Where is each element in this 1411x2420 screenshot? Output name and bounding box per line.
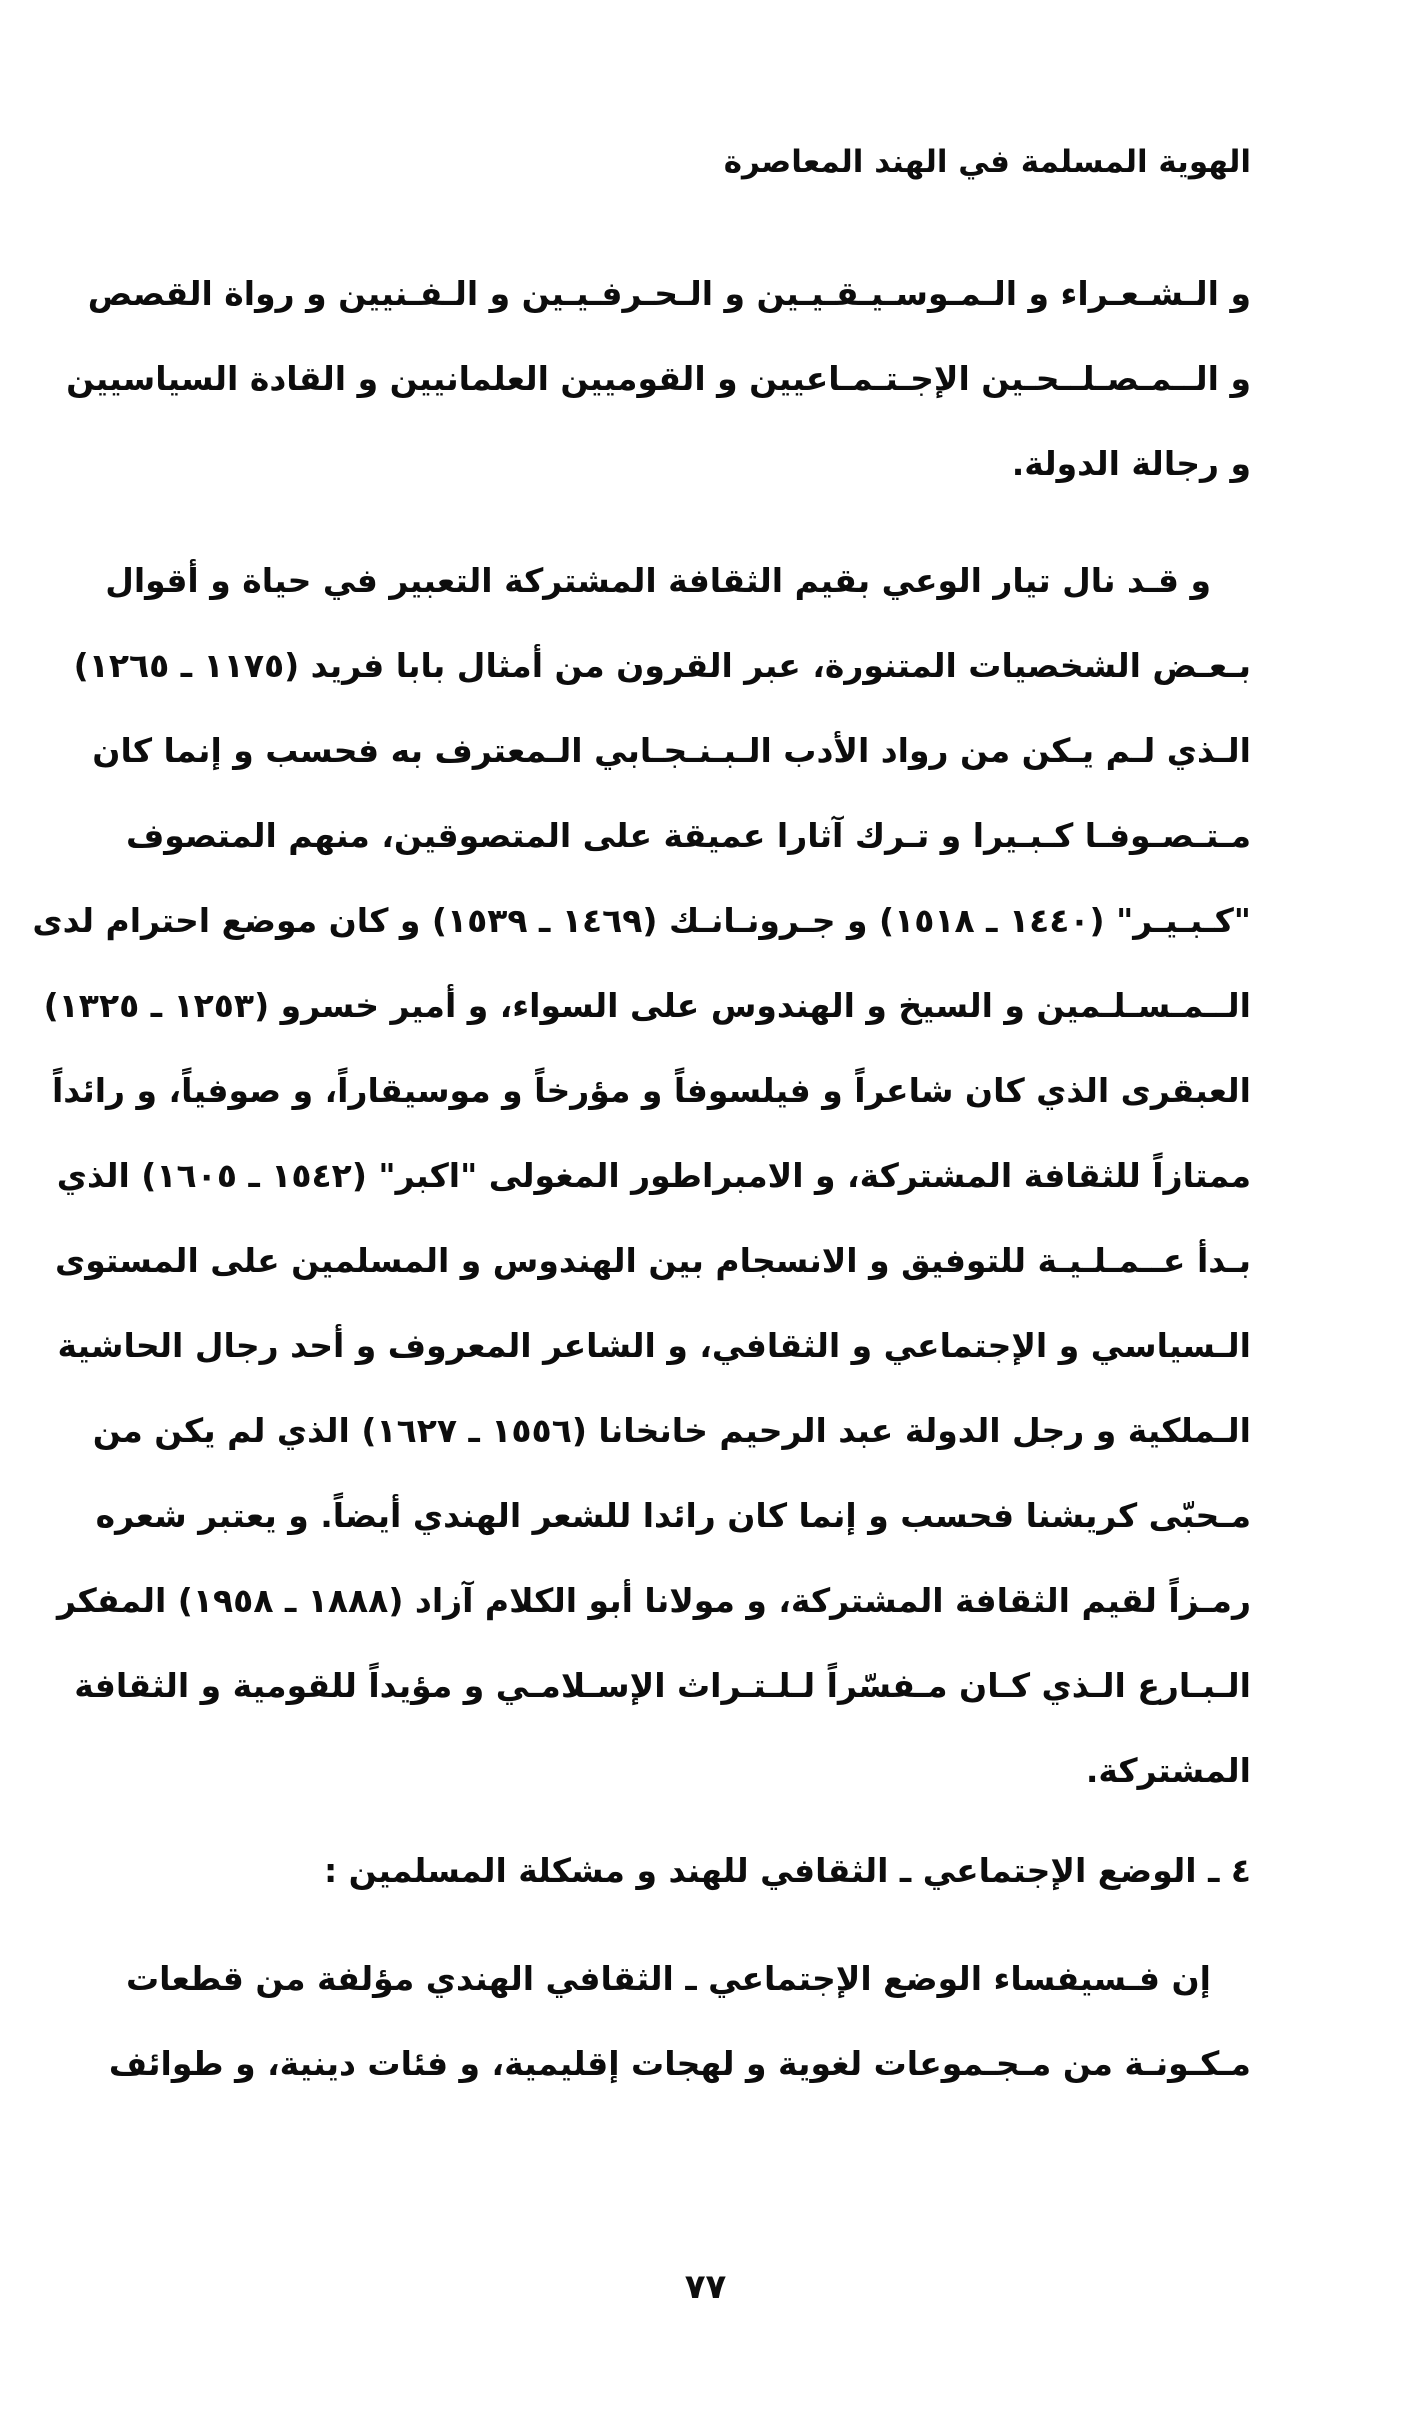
text-line: و قـد نال تيار الوعي بقيم الثقافة المشتركة التعبير في حياة و أقوال	[105, 561, 1211, 600]
text-line: الـملكية و رجل الدولة عبد الرحيم خانخانا (١٥٥٦ ـ ١٦٢٧) الذي لم يكن من	[92, 1411, 1251, 1450]
text-line: المشتركة.	[1085, 1751, 1251, 1790]
text-line: الـسياسي و الإجتماعي و الثقافي، و الشاعر المعروف و أحد رجال الحاشية	[57, 1326, 1251, 1365]
text-line: العبقرى الذي كان شاعراً و فيلسوفاً و مؤرخاً و موسيقاراً، و صوفياً، و رائداً	[51, 1071, 1251, 1110]
text-line: و الــمـصـلــحـين الإجـتـمـاعيين و القوميين العلمانيين و القادة السياسيين	[66, 359, 1251, 398]
text-line: بـدأ عــمـلـيـة للتوفيق و الانسجام بين الهندوس و المسلمين على المستوى	[54, 1241, 1251, 1280]
running-header: الهوية المسلمة في الهند المعاصرة	[723, 144, 1251, 180]
text-line: رمـزاً لقيم الثقافة المشتركة، و مولانا أبو الكلام آزاد (١٨٨٨ ـ ١٩٥٨) المفكر	[57, 1581, 1251, 1620]
text-line: إن فـسيفساء الوضع الإجتماعي ـ الثقافي الهندي مؤلفة من قطعات	[125, 1959, 1211, 1998]
text-line: و الـشـعـراء و الـمـوسـيـقـيـين و الـحـرفـيـين و الـفـنيين و رواة القصص	[87, 274, 1251, 313]
text-line: الـبـارع الـذي كـان مـفسّراً لـلـتـراث الإسـلامـي و مؤيداً للقومية و الثقافة	[74, 1666, 1251, 1705]
text-line: مـتـصـوفـا كـبـيرا و تـرك آثارا عميقة على المتصوقين، منهم المتصوف	[125, 816, 1251, 855]
text-line: "كـبـيـر" (١٤٤٠ ـ ١٥١٨) و جـرونـانـك (١٤٦٩ ـ ١٥٣٩) و كان موضع احترام لدى	[32, 901, 1251, 940]
text-line: الـذي لـم يـكن من رواد الأدب الـبـنـجـابي الـمعترف به فحسب و إنما كان	[92, 731, 1251, 770]
text-line: الــمـسـلـمين و السيخ و الهندوس على السواء، و أمير خسرو (١٢٥٣ ـ ١٣٢٥)	[43, 986, 1251, 1025]
text-line: مـحبّى كريشنا فحسب و إنما كان رائدا للشعر الهندي أيضاً. و يعتبر شعره	[95, 1496, 1251, 1535]
text-line: مـكـونـة من مـجـموعات لغوية و لهجات إقليمية، و فئات دينية، و طوائف	[108, 2044, 1251, 2083]
section-heading: ٤ ـ الوضع الإجتماعي ـ الثقافي للهند و مشكلة المسلمين :	[323, 1851, 1251, 1890]
text-line: ممتازاً للثقافة المشتركة، و الامبراطور المغولى "اكبر" (١٥٤٢ ـ ١٦٠٥) الذي	[56, 1156, 1251, 1195]
text-line: بـعـض الشخصيات المتنورة، عبر القرون من أمثال بابا فريد (١١٧٥ ـ ١٢٦٥)	[73, 646, 1251, 685]
text-line: و رجالة الدولة.	[1011, 444, 1251, 483]
page-number: ٧٧	[684, 2267, 727, 2307]
